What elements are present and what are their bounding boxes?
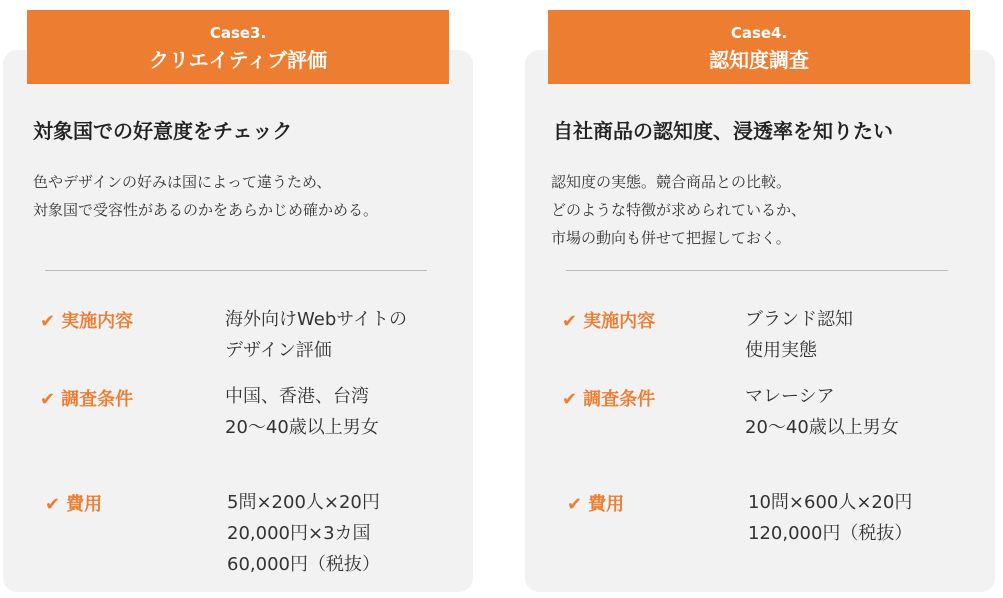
row-value-line: 20〜40歳以上男女 (225, 417, 379, 438)
row-label-text: 実施内容 (583, 311, 656, 332)
check-icon: ✔ (562, 311, 578, 332)
check-icon: ✔ (40, 389, 56, 410)
case3-divider (45, 270, 427, 271)
case3-header (27, 10, 449, 84)
case4-row-value-content (745, 304, 853, 366)
case3-description-line: 対象国で受容性があるのかをあらかじめ確かめる。 (33, 201, 379, 219)
row-value-line: 使用実態 (745, 340, 817, 361)
row-value-line: 120,000円（税抜） (748, 523, 913, 544)
row-value-line: 60,000円（税抜） (227, 554, 380, 575)
case4-description-line: 認知度の実態。競合商品との比較。 (551, 173, 792, 191)
case4-row-value-conditions (745, 381, 899, 443)
row-label-text: 実施内容 (61, 311, 134, 332)
case4-row-value-cost (748, 487, 912, 549)
row-value-line: 海外向けWebサイトの (225, 309, 407, 330)
case4-description (551, 168, 806, 252)
row-value-line: 5問×200人×20円 (227, 492, 380, 513)
row-value-line: 10問×600人×20円 (748, 492, 913, 513)
case4-label: Case4. (730, 24, 788, 42)
case3-row-value-content (225, 304, 407, 366)
case3-row-label-cost (45, 490, 102, 516)
row-value-line: デザイン評価 (225, 340, 332, 361)
row-value-line: 20,000円×3カ国 (227, 523, 371, 544)
row-label-text: 調査条件 (61, 389, 134, 410)
case3-row-value-conditions (225, 381, 379, 443)
case4-title: 認知度調査 (709, 48, 809, 72)
check-icon: ✔ (40, 311, 56, 332)
case3-heading: 対象国での好意度をチェック (33, 119, 293, 143)
row-value-line: ブランド認知 (745, 309, 853, 330)
case3-row-label-content (40, 307, 133, 333)
case4-row-label-cost (567, 490, 624, 516)
case3-description-line: 色やデザインの好みは国によって違うため、 (33, 173, 332, 191)
case3-title: クリエイティブ評価 (149, 48, 327, 72)
case4-row-label-content (562, 307, 655, 333)
case4-heading: 自社商品の認知度、浸透率を知りたい (553, 119, 893, 143)
check-icon: ✔ (567, 494, 583, 515)
case4-header (548, 10, 970, 84)
row-value-line: 20〜40歳以上男女 (745, 417, 899, 438)
row-label-text: 調査条件 (583, 389, 656, 410)
case3-label: Case3. (209, 24, 267, 42)
row-label-text: 費用 (588, 494, 625, 515)
case4-description-line: 市場の動向も併せて把握しておく。 (551, 229, 791, 247)
row-value-line: マレーシア (745, 386, 835, 407)
case4-description-line: どのような特徴が求められているか、 (551, 201, 807, 219)
check-icon: ✔ (562, 389, 578, 410)
case4-row-label-conditions (562, 385, 655, 411)
case3-row-value-cost (227, 487, 380, 580)
case3-description (33, 168, 378, 224)
case3-row-label-conditions (40, 385, 133, 411)
check-icon: ✔ (45, 494, 61, 515)
case4-divider (566, 270, 948, 271)
row-label-text: 費用 (66, 494, 103, 515)
row-value-line: 中国、香港、台湾 (225, 386, 369, 407)
